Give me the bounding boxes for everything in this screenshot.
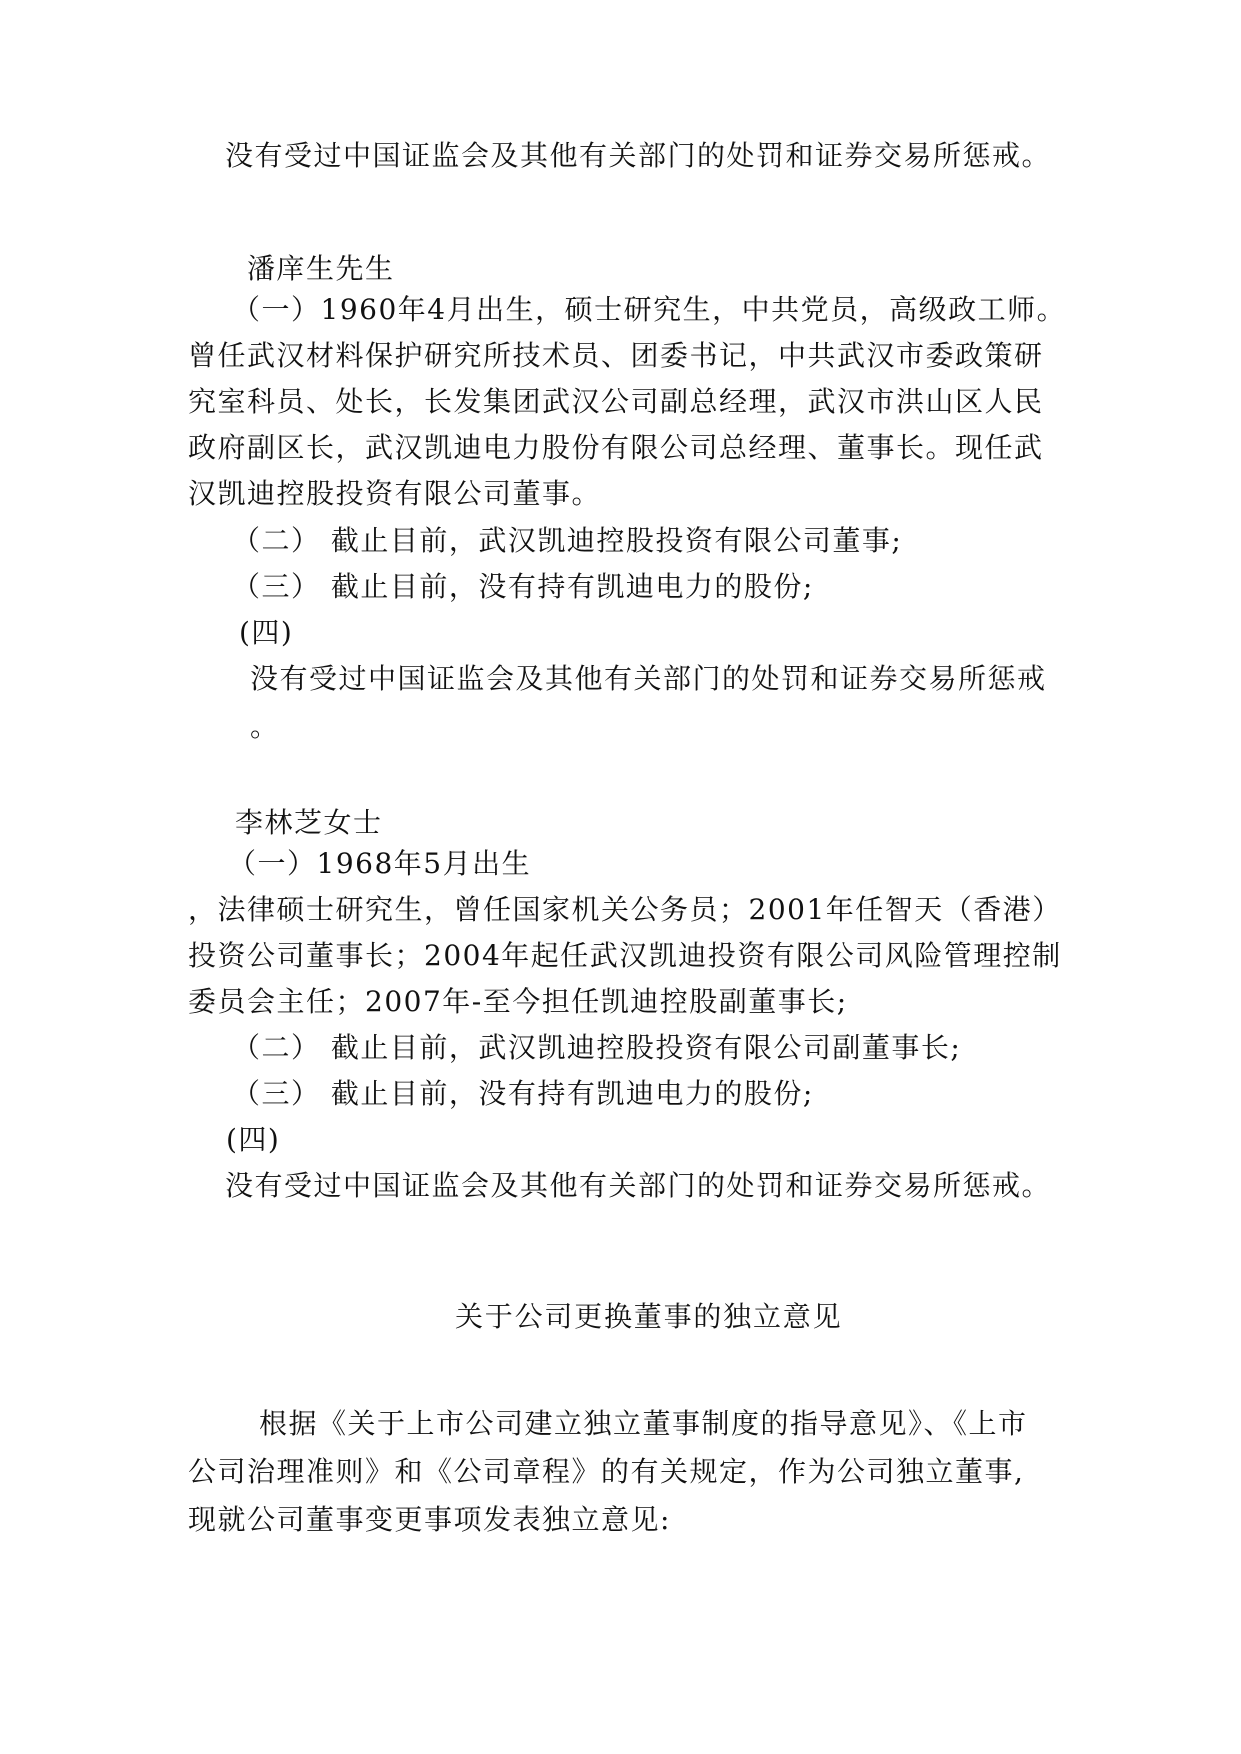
opinion-line1: 根据《关于上市公司建立独立董事制度的指导意见》、《上市 (259, 1407, 1028, 1440)
opinion-line3: 现就公司董事变更事项发表独立意见: (188, 1503, 671, 1536)
li-item1-line2: ，法律硕士研究生，曾任国家机关公务员；2001年任智天（香港） (188, 893, 1062, 926)
pan-item1-line2: 曾任武汉材料保护研究所技术员、团委书记，中共武汉市委政策研 (188, 339, 1044, 372)
person-name-pan: 潘庠生先生 (247, 252, 395, 285)
li-item2: （二） 截止目前，武汉凯迪控股投资有限公司副董事长; (232, 1031, 962, 1064)
li-item1-line3: 投资公司董事长；2004年起任武汉凯迪投资有限公司风险管理控制 (188, 939, 1062, 972)
pan-item4-line1: 没有受过中国证监会及其他有关部门的处罚和证券交易所惩戒 (250, 662, 1047, 695)
li-item3: （三） 截止目前，没有持有凯迪电力的股份; (232, 1077, 814, 1110)
pan-item1-line1: （一）1960年4月出生，硕士研究生，中共党员，高级政工师。 (232, 293, 1067, 326)
pan-item2: （二） 截止目前，武汉凯迪控股投资有限公司董事; (232, 524, 903, 557)
person-name-li: 李林芝女士 (235, 806, 383, 839)
pan-item3: （三） 截止目前，没有持有凯迪电力的股份; (232, 570, 814, 603)
li-item4-text: 没有受过中国证监会及其他有关部门的处罚和证券交易所惩戒。 (225, 1169, 1052, 1202)
pan-item1-line4: 政府副区长，武汉凯迪电力股份有限公司总经理、董事长。现任武 (188, 431, 1044, 464)
pan-item1-line3: 究室科员、处长，长发集团武汉公司副总经理，武汉市洪山区人民 (188, 385, 1044, 418)
li-item1-line1: （一）1968年5月出生 (228, 847, 532, 880)
pan-item4-line2: 。 (250, 710, 280, 743)
section-title: 关于公司更换董事的独立意见 (455, 1300, 843, 1333)
pan-item4-label: (四) (239, 616, 294, 649)
top-note: 没有受过中国证监会及其他有关部门的处罚和证券交易所惩戒。 (225, 139, 1052, 172)
opinion-line2: 公司治理准则》和《公司章程》的有关规定，作为公司独立董事, (188, 1455, 1025, 1488)
pan-item1-line5: 汉凯迪控股投资有限公司董事。 (188, 477, 602, 510)
li-item1-line4: 委员会主任；2007年-至今担任凯迪控股副董事长; (188, 985, 848, 1018)
li-item4-label: (四) (226, 1123, 281, 1156)
